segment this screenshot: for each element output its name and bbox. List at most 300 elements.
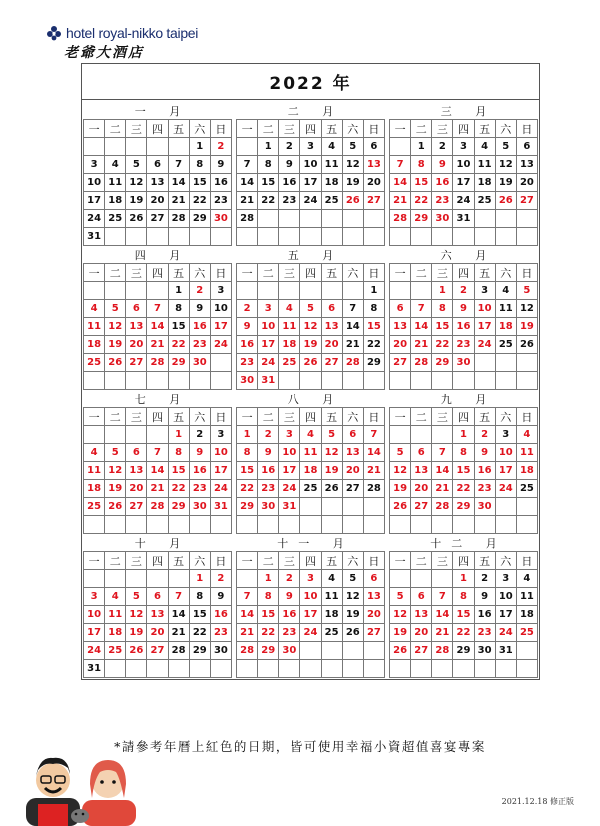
month-title: 三 月 [389, 102, 538, 120]
day-cell: 31 [84, 660, 105, 678]
day-cell: 30 [237, 372, 258, 390]
day-cell: 21 [343, 336, 364, 354]
day-cell: 1 [432, 282, 453, 300]
day-cell: 12 [126, 606, 147, 624]
day-cell: 18 [105, 624, 126, 642]
day-cell [126, 426, 147, 444]
day-cell [211, 660, 232, 678]
day-cell: 28 [147, 498, 168, 516]
weekday-header: 五 [322, 408, 343, 426]
month-title: 四 月 [83, 246, 232, 264]
day-grid [83, 552, 232, 678]
day-cell: 7 [147, 300, 168, 318]
day-cell: 11 [105, 606, 126, 624]
day-cell: 6 [343, 426, 364, 444]
weekday-header: 日 [364, 264, 385, 282]
day-cell: 13 [364, 588, 385, 606]
day-cell: 19 [300, 336, 321, 354]
day-cell: 17 [475, 318, 496, 336]
day-cell [343, 210, 364, 228]
day-cell: 4 [517, 570, 538, 588]
day-cell: 21 [411, 336, 432, 354]
day-cell: 13 [147, 174, 168, 192]
day-cell: 13 [126, 462, 147, 480]
month-block [389, 246, 538, 390]
weekday-header: 一 [84, 552, 105, 570]
month-title: 六 月 [389, 246, 538, 264]
day-cell: 16 [453, 318, 474, 336]
logo-line [46, 25, 198, 41]
day-cell: 11 [517, 444, 538, 462]
day-cell: 16 [475, 606, 496, 624]
day-cell: 9 [237, 318, 258, 336]
day-cell: 19 [343, 606, 364, 624]
day-cell: 11 [496, 300, 517, 318]
day-cell: 25 [517, 624, 538, 642]
day-cell: 25 [322, 624, 343, 642]
day-cell: 20 [364, 174, 385, 192]
weekday-header: 四 [300, 120, 321, 138]
day-cell: 2 [279, 570, 300, 588]
day-cell: 17 [496, 462, 517, 480]
day-cell [84, 570, 105, 588]
day-cell [343, 660, 364, 678]
weekday-header: 五 [475, 552, 496, 570]
day-cell: 12 [343, 156, 364, 174]
weekday-header: 一 [84, 120, 105, 138]
day-cell [390, 282, 411, 300]
weekday-header: 四 [300, 552, 321, 570]
day-cell: 18 [105, 192, 126, 210]
month-block [83, 246, 232, 390]
weekday-header: 四 [453, 552, 474, 570]
day-cell: 5 [343, 570, 364, 588]
day-cell: 21 [432, 624, 453, 642]
day-cell: 7 [432, 588, 453, 606]
day-cell [343, 372, 364, 390]
day-cell: 14 [432, 462, 453, 480]
day-cell: 17 [300, 174, 321, 192]
day-cell [84, 372, 105, 390]
day-cell: 27 [126, 498, 147, 516]
day-cell [126, 372, 147, 390]
day-cell: 9 [190, 300, 211, 318]
day-cell [279, 282, 300, 300]
day-cell [84, 138, 105, 156]
day-cell [126, 660, 147, 678]
day-cell: 7 [343, 300, 364, 318]
weekday-header: 一 [84, 264, 105, 282]
day-cell: 8 [258, 156, 279, 174]
day-cell: 10 [300, 588, 321, 606]
day-cell [300, 498, 321, 516]
day-cell [411, 372, 432, 390]
day-cell: 22 [258, 192, 279, 210]
day-cell [364, 660, 385, 678]
day-cell: 5 [496, 138, 517, 156]
weekday-header: 六 [496, 408, 517, 426]
month-block [236, 102, 385, 246]
day-cell [147, 516, 168, 534]
day-cell [322, 210, 343, 228]
day-cell [496, 498, 517, 516]
day-cell [126, 516, 147, 534]
weekday-header: 日 [517, 264, 538, 282]
day-cell [237, 228, 258, 246]
day-cell: 12 [300, 318, 321, 336]
day-cell: 29 [432, 354, 453, 372]
day-cell: 1 [169, 282, 190, 300]
day-cell: 8 [169, 300, 190, 318]
day-cell: 10 [279, 444, 300, 462]
day-cell: 10 [211, 444, 232, 462]
day-cell: 11 [279, 318, 300, 336]
day-cell: 8 [411, 156, 432, 174]
day-cell [147, 426, 168, 444]
day-cell: 19 [517, 318, 538, 336]
month-block [83, 534, 232, 678]
day-cell: 5 [517, 282, 538, 300]
day-cell [364, 228, 385, 246]
day-cell: 15 [237, 462, 258, 480]
day-cell: 8 [190, 156, 211, 174]
weekday-header: 日 [517, 120, 538, 138]
day-grid [389, 120, 538, 246]
day-cell: 4 [517, 426, 538, 444]
day-cell: 1 [169, 426, 190, 444]
day-cell: 22 [453, 480, 474, 498]
day-cell: 6 [411, 444, 432, 462]
day-grid [83, 120, 232, 246]
day-cell: 28 [432, 642, 453, 660]
day-cell [279, 516, 300, 534]
day-cell: 3 [211, 282, 232, 300]
day-cell: 6 [126, 444, 147, 462]
day-cell: 2 [432, 138, 453, 156]
day-cell: 30 [211, 210, 232, 228]
day-cell: 13 [390, 318, 411, 336]
day-cell: 15 [190, 174, 211, 192]
day-cell [279, 228, 300, 246]
day-cell [84, 282, 105, 300]
day-grid [236, 264, 385, 390]
day-cell: 18 [475, 174, 496, 192]
day-cell [364, 210, 385, 228]
day-cell: 10 [258, 318, 279, 336]
day-cell [343, 498, 364, 516]
day-cell: 5 [300, 300, 321, 318]
day-cell [475, 210, 496, 228]
day-cell: 1 [453, 570, 474, 588]
day-cell [169, 516, 190, 534]
day-cell [211, 516, 232, 534]
day-cell: 6 [126, 300, 147, 318]
day-cell: 19 [105, 480, 126, 498]
day-cell: 7 [364, 426, 385, 444]
day-cell: 11 [84, 318, 105, 336]
day-cell: 13 [322, 318, 343, 336]
day-cell [169, 372, 190, 390]
day-cell: 21 [237, 624, 258, 642]
day-cell [322, 516, 343, 534]
month-title: 二 月 [236, 102, 385, 120]
month-block [83, 390, 232, 534]
weekday-header: 五 [475, 264, 496, 282]
month-title: 九 月 [389, 390, 538, 408]
weekday-header: 二 [258, 120, 279, 138]
day-cell [169, 660, 190, 678]
day-cell: 3 [211, 426, 232, 444]
hotel-logo [46, 25, 198, 62]
day-cell [105, 138, 126, 156]
day-cell [84, 516, 105, 534]
weekday-header: 三 [279, 120, 300, 138]
day-cell [105, 282, 126, 300]
day-cell: 14 [169, 606, 190, 624]
day-cell [517, 210, 538, 228]
day-cell [190, 372, 211, 390]
day-grid [389, 408, 538, 534]
day-cell: 2 [475, 570, 496, 588]
day-cell: 3 [496, 426, 517, 444]
day-cell: 29 [169, 498, 190, 516]
day-cell: 22 [237, 480, 258, 498]
day-cell: 19 [496, 174, 517, 192]
day-cell: 3 [300, 138, 321, 156]
day-cell: 28 [237, 210, 258, 228]
day-cell [432, 660, 453, 678]
weekday-header: 三 [279, 408, 300, 426]
day-cell: 28 [169, 642, 190, 660]
weekday-header: 六 [343, 264, 364, 282]
day-cell: 14 [343, 318, 364, 336]
day-cell: 28 [343, 354, 364, 372]
weekday-header: 二 [105, 408, 126, 426]
day-cell: 28 [169, 210, 190, 228]
weekday-header: 二 [411, 120, 432, 138]
day-cell: 25 [475, 192, 496, 210]
day-cell: 20 [126, 336, 147, 354]
day-cell: 27 [364, 192, 385, 210]
day-cell: 1 [258, 138, 279, 156]
month-title: 十 月 [83, 534, 232, 552]
day-cell: 4 [496, 282, 517, 300]
day-cell: 6 [390, 300, 411, 318]
day-cell: 25 [105, 210, 126, 228]
day-cell: 18 [517, 606, 538, 624]
day-cell: 12 [390, 606, 411, 624]
day-cell: 20 [343, 462, 364, 480]
day-cell: 3 [258, 300, 279, 318]
day-cell: 16 [279, 606, 300, 624]
day-cell [390, 138, 411, 156]
day-cell: 22 [190, 192, 211, 210]
weekday-header: 日 [364, 552, 385, 570]
day-cell: 20 [147, 624, 168, 642]
day-cell [496, 228, 517, 246]
day-cell: 29 [190, 210, 211, 228]
day-cell: 1 [364, 282, 385, 300]
day-cell: 12 [517, 300, 538, 318]
day-cell [390, 426, 411, 444]
revision-note: 2021.12.18 修正版 [501, 797, 574, 806]
day-cell [496, 660, 517, 678]
day-cell [432, 228, 453, 246]
day-cell: 19 [343, 174, 364, 192]
day-cell: 11 [300, 444, 321, 462]
day-cell: 23 [211, 624, 232, 642]
day-cell: 10 [475, 300, 496, 318]
day-cell: 17 [211, 318, 232, 336]
day-cell [411, 282, 432, 300]
day-cell: 1 [411, 138, 432, 156]
day-cell: 22 [453, 624, 474, 642]
day-cell: 18 [322, 606, 343, 624]
day-cell: 10 [496, 444, 517, 462]
day-cell: 28 [237, 642, 258, 660]
day-cell: 30 [475, 642, 496, 660]
day-cell: 27 [517, 192, 538, 210]
day-grid [83, 408, 232, 534]
day-cell [432, 372, 453, 390]
day-cell: 21 [169, 624, 190, 642]
day-cell: 31 [84, 228, 105, 246]
day-cell: 6 [322, 300, 343, 318]
day-cell: 8 [258, 588, 279, 606]
day-cell: 6 [364, 570, 385, 588]
weekday-header: 五 [169, 408, 190, 426]
day-cell [237, 516, 258, 534]
day-cell [475, 372, 496, 390]
day-cell: 9 [190, 444, 211, 462]
weekday-header: 六 [190, 264, 211, 282]
day-cell: 2 [211, 570, 232, 588]
day-cell: 20 [364, 606, 385, 624]
weekday-header: 六 [190, 408, 211, 426]
day-cell: 2 [237, 300, 258, 318]
day-cell: 12 [343, 588, 364, 606]
day-cell: 14 [169, 174, 190, 192]
day-cell: 24 [84, 210, 105, 228]
day-cell [211, 228, 232, 246]
day-cell: 14 [237, 606, 258, 624]
day-cell: 3 [84, 588, 105, 606]
day-cell: 11 [517, 588, 538, 606]
day-cell: 2 [453, 282, 474, 300]
day-cell: 25 [105, 642, 126, 660]
weekday-header: 六 [343, 408, 364, 426]
day-cell: 23 [279, 192, 300, 210]
weekday-header: 一 [84, 408, 105, 426]
day-cell: 15 [411, 174, 432, 192]
day-cell: 10 [211, 300, 232, 318]
day-cell: 2 [279, 138, 300, 156]
day-cell: 25 [84, 498, 105, 516]
day-cell: 11 [322, 588, 343, 606]
day-cell: 20 [322, 336, 343, 354]
day-cell: 2 [190, 282, 211, 300]
day-cell [147, 282, 168, 300]
day-cell: 31 [258, 372, 279, 390]
day-cell: 15 [364, 318, 385, 336]
day-cell: 13 [411, 606, 432, 624]
day-cell: 24 [300, 624, 321, 642]
day-cell: 23 [211, 192, 232, 210]
day-cell: 11 [475, 156, 496, 174]
weekday-header: 日 [364, 120, 385, 138]
day-cell: 25 [322, 192, 343, 210]
day-cell: 22 [190, 624, 211, 642]
day-cell: 26 [126, 642, 147, 660]
day-cell [517, 498, 538, 516]
day-cell: 23 [475, 624, 496, 642]
day-cell: 14 [147, 462, 168, 480]
day-cell [300, 516, 321, 534]
weekday-header: 三 [432, 120, 453, 138]
day-cell [147, 660, 168, 678]
weekday-header: 三 [126, 552, 147, 570]
day-cell [411, 426, 432, 444]
day-cell: 20 [517, 174, 538, 192]
weekday-header: 二 [411, 408, 432, 426]
day-cell: 4 [105, 156, 126, 174]
day-cell: 18 [300, 462, 321, 480]
day-cell [169, 228, 190, 246]
day-cell: 26 [517, 336, 538, 354]
day-cell: 18 [322, 174, 343, 192]
day-cell: 17 [211, 462, 232, 480]
day-cell: 5 [390, 444, 411, 462]
day-cell: 9 [475, 588, 496, 606]
day-cell [496, 354, 517, 372]
weekday-header: 五 [475, 120, 496, 138]
day-grid [236, 552, 385, 678]
day-cell [126, 282, 147, 300]
day-cell: 26 [300, 354, 321, 372]
day-cell: 4 [84, 300, 105, 318]
day-cell: 6 [147, 588, 168, 606]
day-cell: 13 [147, 606, 168, 624]
day-cell: 23 [279, 624, 300, 642]
weekday-header: 日 [211, 264, 232, 282]
day-cell: 17 [258, 336, 279, 354]
day-cell [126, 138, 147, 156]
day-cell: 27 [147, 642, 168, 660]
day-cell [84, 426, 105, 444]
weekday-header: 日 [517, 408, 538, 426]
day-cell [475, 660, 496, 678]
day-cell: 23 [453, 336, 474, 354]
calendar-title: 2022 年 [82, 64, 539, 100]
day-cell [105, 570, 126, 588]
day-cell [237, 282, 258, 300]
day-cell: 18 [84, 336, 105, 354]
day-cell: 14 [237, 174, 258, 192]
day-cell: 15 [169, 318, 190, 336]
day-cell: 3 [475, 282, 496, 300]
day-cell: 27 [343, 480, 364, 498]
day-cell [364, 372, 385, 390]
weekday-header: 三 [126, 408, 147, 426]
month-title: 八 月 [236, 390, 385, 408]
day-cell [411, 516, 432, 534]
day-cell [300, 282, 321, 300]
day-cell: 7 [411, 300, 432, 318]
weekday-header: 一 [390, 264, 411, 282]
day-cell: 16 [432, 174, 453, 192]
day-cell [147, 138, 168, 156]
weekday-header: 二 [411, 264, 432, 282]
